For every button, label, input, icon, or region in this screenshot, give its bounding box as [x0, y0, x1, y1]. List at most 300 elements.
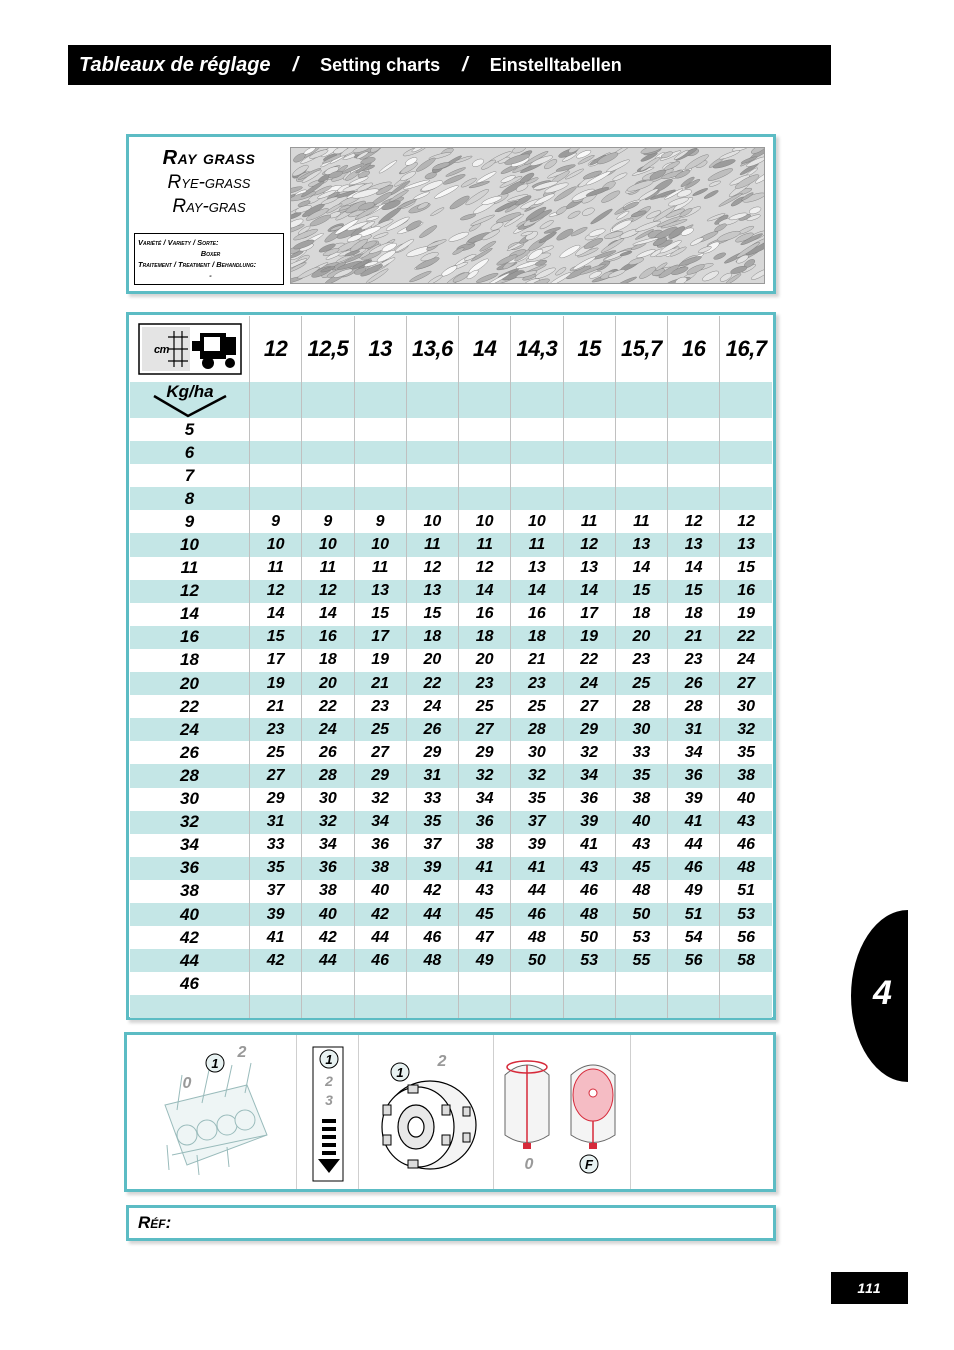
- table-cell: 48: [563, 903, 615, 926]
- table-cell: 58: [720, 949, 772, 972]
- table-cell: [563, 995, 615, 1018]
- column-header: 14,3: [511, 316, 563, 382]
- column-header: 16,7: [725, 336, 767, 361]
- table-cell: 22: [302, 695, 354, 718]
- table-cell: 12: [406, 557, 458, 580]
- kgha-label: 16: [130, 626, 250, 649]
- table-cell: [302, 995, 354, 1018]
- variety-box: [134, 233, 284, 285]
- table-cell: 46: [511, 903, 563, 926]
- table-cell: 34: [563, 764, 615, 787]
- table-cell: 47: [459, 926, 511, 949]
- column-header: 16: [668, 316, 720, 382]
- table-cell: [668, 972, 720, 995]
- table-cell: [511, 382, 563, 418]
- table-cell: 9: [354, 510, 406, 533]
- table-cell: 25: [511, 695, 563, 718]
- table-cell: [720, 487, 772, 510]
- table-cell: 43: [459, 880, 511, 903]
- table-cell: 43: [615, 834, 667, 857]
- table-cell: 25: [250, 741, 302, 764]
- gear-label-1: 1: [325, 1052, 333, 1067]
- table-cell: 17: [250, 649, 302, 672]
- table-cell: [563, 972, 615, 995]
- table-cell: 42: [250, 949, 302, 972]
- table-cell: 45: [459, 903, 511, 926]
- table-cell: 36: [563, 788, 615, 811]
- table-cell: 40: [302, 903, 354, 926]
- table-cell: 46: [354, 949, 406, 972]
- table-cell: 50: [563, 926, 615, 949]
- kgha-label: 46: [130, 972, 250, 995]
- table-cell: [459, 995, 511, 1018]
- table-cell: [563, 418, 615, 441]
- table-cell: [250, 995, 302, 1018]
- page-header: [68, 45, 831, 85]
- table-cell: [302, 487, 354, 510]
- table-cell: 10: [250, 533, 302, 556]
- table-cell: 17: [563, 603, 615, 626]
- table-cell: 11: [302, 557, 354, 580]
- table-cell: 28: [511, 718, 563, 741]
- table-cell: 44: [511, 880, 563, 903]
- table-cell: 41: [511, 857, 563, 880]
- table-cell: 39: [668, 788, 720, 811]
- table-cell: 28: [302, 764, 354, 787]
- table-cell: 24: [563, 672, 615, 695]
- setting-table: [130, 316, 772, 1018]
- table-cell: 35: [250, 857, 302, 880]
- table-cell: [250, 487, 302, 510]
- table-cell: [511, 972, 563, 995]
- kgha-label: 40: [130, 903, 250, 926]
- table-row: [130, 718, 772, 741]
- table-cell: 32: [720, 718, 772, 741]
- table-row: [130, 418, 772, 441]
- table-cell: 45: [615, 857, 667, 880]
- table-cell: [459, 464, 511, 487]
- table-cell: 13: [720, 533, 772, 556]
- table-cell: 12: [302, 580, 354, 603]
- table-cell: 10: [406, 510, 458, 533]
- table-row: [130, 995, 772, 1018]
- table-cell: 22: [563, 649, 615, 672]
- table-cell: 35: [615, 764, 667, 787]
- table-cell: [615, 995, 667, 1018]
- table-cell: 33: [615, 741, 667, 764]
- table-cell: 51: [737, 882, 756, 900]
- gear-selector-icon: [296, 1035, 358, 1189]
- table-cell: [563, 464, 615, 487]
- table-cell: [250, 464, 302, 487]
- lever-mechanism-icon: [127, 1035, 296, 1189]
- table-cell: [720, 464, 772, 487]
- table-cell: 44: [668, 834, 720, 857]
- table-cell: 18: [459, 626, 511, 649]
- table-cell: 23: [668, 649, 720, 672]
- table-cell: [720, 418, 772, 441]
- table-cell: 19: [354, 649, 406, 672]
- table-cell: 14: [250, 603, 302, 626]
- lever-label-2: 2: [237, 1044, 247, 1061]
- kgha-label: 34: [130, 834, 250, 857]
- table-cell: [250, 441, 302, 464]
- table-cell: 40: [737, 790, 756, 808]
- wheel-label-1: 1: [396, 1065, 404, 1080]
- table-cell: 16: [720, 580, 772, 603]
- kgha-label: 30: [130, 788, 250, 811]
- kgha-label: 11: [130, 557, 250, 580]
- table-cell: 49: [459, 949, 511, 972]
- table-cell: [668, 464, 720, 487]
- flap-label-open: 0: [524, 1156, 534, 1173]
- table-cell: [720, 382, 772, 418]
- table-cell: 48: [511, 926, 563, 949]
- table-cell: 37: [250, 880, 302, 903]
- table-cell: 23: [615, 649, 667, 672]
- table-cell: 30: [615, 718, 667, 741]
- table-cell: [615, 487, 667, 510]
- table-cell: 11: [459, 533, 511, 556]
- table-cell: 15: [668, 580, 720, 603]
- table-row: [130, 903, 772, 926]
- table-cell: 27: [250, 764, 302, 787]
- table-cell: 11: [511, 533, 563, 556]
- table-cell: 30: [302, 788, 354, 811]
- table-cell: 15: [406, 603, 458, 626]
- table-cell: [354, 418, 406, 441]
- table-cell: [511, 464, 563, 487]
- table-row: [130, 603, 772, 626]
- table-cell: 13: [615, 533, 667, 556]
- table-cell: 13: [668, 533, 720, 556]
- table-cell: [406, 418, 458, 441]
- table-cell: [720, 995, 772, 1018]
- table-cell: [406, 464, 458, 487]
- table-cell: 35: [737, 743, 756, 761]
- table-cell: [354, 487, 406, 510]
- table-cell: 31: [250, 811, 302, 834]
- table-cell: 31: [668, 718, 720, 741]
- table-cell: 32: [563, 741, 615, 764]
- table-cell: 29: [459, 741, 511, 764]
- table-cell: 18: [615, 603, 667, 626]
- table-cell: 13: [354, 580, 406, 603]
- cm-spacing-icon: [138, 323, 242, 375]
- table-cell: 12: [563, 533, 615, 556]
- table-row: [130, 880, 772, 903]
- table-cell: 23: [250, 718, 302, 741]
- unit-cell: [130, 382, 250, 418]
- table-cell: 20: [459, 649, 511, 672]
- table-cell: [668, 382, 720, 418]
- table-cell: 31: [406, 764, 458, 787]
- setting-chart: [126, 312, 776, 1020]
- table-cell: 50: [615, 903, 667, 926]
- flap-label-f: F: [585, 1157, 593, 1172]
- table-cell: [511, 995, 563, 1018]
- kgha-label: 18: [130, 649, 250, 672]
- table-cell: 11: [615, 510, 667, 533]
- table-cell: 34: [354, 811, 406, 834]
- down-arrow-icon: [150, 382, 230, 418]
- table-cell: 53: [720, 903, 772, 926]
- column-header: 15,7: [615, 316, 667, 382]
- table-cell: [615, 972, 667, 995]
- table-row: [130, 811, 772, 834]
- table-cell: 38: [302, 880, 354, 903]
- table-cell: 40: [354, 880, 406, 903]
- table-cell: 30: [737, 697, 756, 715]
- table-cell: 32: [511, 764, 563, 787]
- table-cell: 24: [406, 695, 458, 718]
- table-cell: 22: [406, 672, 458, 695]
- table-cell: 15: [250, 626, 302, 649]
- table-cell: 49: [668, 880, 720, 903]
- table-cell: 29: [563, 718, 615, 741]
- title-fr: Tableaux de réglage: [79, 53, 271, 76]
- table-cell: 44: [406, 903, 458, 926]
- table-cell: 16: [302, 626, 354, 649]
- table-cell: 13: [406, 580, 458, 603]
- table-cell: [563, 441, 615, 464]
- title-separator-1: /: [292, 53, 299, 76]
- table-cell: 42: [354, 903, 406, 926]
- seed-name-de: Ray-gras: [172, 196, 246, 217]
- table-cell: 15: [354, 603, 406, 626]
- table-cell: 35: [406, 811, 458, 834]
- table-cell: 42: [302, 926, 354, 949]
- seed-info-box: [126, 134, 776, 294]
- kgha-label: 22: [130, 695, 250, 718]
- table-cell: 21: [354, 672, 406, 695]
- table-cell: 39: [406, 857, 458, 880]
- table-cell: 27: [720, 672, 772, 695]
- table-row: [130, 788, 772, 811]
- table-cell: 14: [302, 603, 354, 626]
- table-cell: 16: [459, 603, 511, 626]
- gear-label-3: 3: [325, 1092, 333, 1108]
- table-cell: 14: [511, 580, 563, 603]
- table-cell: 14: [563, 580, 615, 603]
- table-cell: 14: [668, 557, 720, 580]
- table-cell: [250, 972, 302, 995]
- unit-label: Kg/ha: [165, 382, 214, 401]
- table-cell: [668, 995, 720, 1018]
- table-cell: 46: [563, 880, 615, 903]
- table-cell: 32: [302, 811, 354, 834]
- table-cell: 12: [668, 510, 720, 533]
- table-cell: 29: [354, 764, 406, 787]
- table-cell: [615, 418, 667, 441]
- table-cell: [406, 995, 458, 1018]
- kgha-label: 5: [130, 418, 250, 441]
- kgha-label: 28: [130, 764, 250, 787]
- table-row: [130, 834, 772, 857]
- table-cell: 15: [615, 580, 667, 603]
- kgha-label: 8: [130, 487, 250, 510]
- table-cell: 14: [459, 580, 511, 603]
- table-cell: 24: [302, 718, 354, 741]
- header-row: [130, 316, 772, 382]
- table-cell: 27: [459, 718, 511, 741]
- table-cell: 21: [511, 649, 563, 672]
- table-cell: 23: [459, 672, 511, 695]
- table-cell: 40: [615, 811, 667, 834]
- table-cell: 11: [563, 510, 615, 533]
- page-number: 111: [831, 1272, 908, 1304]
- table-cell: [668, 487, 720, 510]
- table-row: [130, 533, 772, 556]
- table-cell: 51: [668, 903, 720, 926]
- wheel-setting-pane: [358, 1035, 494, 1189]
- kgha-label: 32: [130, 811, 250, 834]
- table-cell: [354, 464, 406, 487]
- lever-setting-pane: [127, 1035, 297, 1189]
- table-cell: 20: [302, 672, 354, 695]
- table-cell: 48: [720, 857, 772, 880]
- distribution-wheel-icon: [358, 1035, 493, 1189]
- kgha-label: 6: [130, 441, 250, 464]
- table-row: [130, 926, 772, 949]
- chapter-tab: [851, 910, 908, 1082]
- table-cell: [459, 972, 511, 995]
- table-row: [130, 487, 772, 510]
- table-row: [130, 626, 772, 649]
- table-cell: [615, 441, 667, 464]
- table-cell: 15: [737, 559, 756, 577]
- table-cell: [563, 487, 615, 510]
- table-cell: [511, 418, 563, 441]
- table-cell: 27: [563, 695, 615, 718]
- table-cell: 39: [563, 811, 615, 834]
- table-cell: 46: [668, 857, 720, 880]
- table-cell: 10: [459, 510, 511, 533]
- gear-label-2: 2: [325, 1073, 333, 1089]
- column-header: 14: [459, 316, 511, 382]
- unit-row: [130, 382, 772, 418]
- reference-box: [126, 1205, 776, 1241]
- table-cell: 56: [737, 928, 756, 946]
- column-header: 15: [563, 316, 615, 382]
- table-cell: 34: [668, 741, 720, 764]
- table-cell: 38: [615, 788, 667, 811]
- kgha-label: 24: [130, 718, 250, 741]
- table-row: [130, 557, 772, 580]
- chapter-number: 4: [873, 974, 892, 1012]
- table-cell: [406, 441, 458, 464]
- kgha-label: 20: [130, 672, 250, 695]
- table-cell: 9: [250, 510, 302, 533]
- table-cell: 10: [511, 510, 563, 533]
- table-cell: 56: [668, 949, 720, 972]
- table-cell: [302, 464, 354, 487]
- table-cell: 10: [354, 533, 406, 556]
- table-cell: 39: [511, 834, 563, 857]
- table-cell: 16: [511, 603, 563, 626]
- table-cell: 32: [459, 764, 511, 787]
- table-cell: [250, 382, 302, 418]
- table-cell: [511, 441, 563, 464]
- table-cell: 23: [354, 695, 406, 718]
- table-cell: 29: [250, 788, 302, 811]
- table-cell: 19: [250, 672, 302, 695]
- title-separator-2: /: [462, 53, 468, 76]
- table-cell: 21: [250, 695, 302, 718]
- table-cell: [511, 487, 563, 510]
- table-cell: 26: [668, 672, 720, 695]
- table-cell: [720, 441, 772, 464]
- table-cell: 25: [615, 672, 667, 695]
- table-cell: 12: [737, 512, 756, 530]
- kgha-label: 9: [130, 510, 250, 533]
- variety-label: Variété / Variety / Sorte:: [138, 238, 219, 247]
- table-cell: [406, 382, 458, 418]
- table-cell: [354, 972, 406, 995]
- table-cell: 46: [406, 926, 458, 949]
- kgha-label: 44: [130, 949, 250, 972]
- machine-settings-box: [124, 1032, 776, 1192]
- table-cell: 34: [459, 788, 511, 811]
- table-cell: 44: [302, 949, 354, 972]
- table-cell: 18: [302, 649, 354, 672]
- table-cell: 22: [720, 626, 772, 649]
- seed-names: [133, 147, 285, 218]
- table-cell: 23: [511, 672, 563, 695]
- table-row: [130, 695, 772, 718]
- seed-name-fr: Ray grass: [162, 147, 256, 169]
- table-cell: [406, 972, 458, 995]
- table-cell: 53: [615, 926, 667, 949]
- kgha-label: 36: [130, 857, 250, 880]
- column-header: 12,5: [302, 316, 354, 382]
- table-cell: [668, 418, 720, 441]
- seed-name-en: Rye-grass: [167, 172, 251, 193]
- table-cell: 44: [354, 926, 406, 949]
- table-row: [130, 672, 772, 695]
- table-cell: 33: [250, 834, 302, 857]
- kgha-label: 7: [130, 464, 250, 487]
- kgha-label: [130, 995, 250, 1018]
- table-cell: 48: [406, 949, 458, 972]
- table-cell: 25: [354, 718, 406, 741]
- table-cell: [354, 382, 406, 418]
- table-cell: 41: [250, 926, 302, 949]
- table-cell: 17: [354, 626, 406, 649]
- kgha-label: 38: [130, 880, 250, 903]
- table-cell: 12: [250, 580, 302, 603]
- table-cell: 54: [668, 926, 720, 949]
- table-cell: 11: [354, 557, 406, 580]
- table-cell: 41: [563, 834, 615, 857]
- table-cell: [302, 441, 354, 464]
- table-row: [130, 741, 772, 764]
- table-row: [130, 972, 772, 995]
- table-row: [130, 764, 772, 787]
- table-cell: [459, 441, 511, 464]
- table-cell: [615, 464, 667, 487]
- table-cell: 28: [615, 695, 667, 718]
- title-de: Einstelltabellen: [489, 54, 622, 75]
- table-row: [130, 510, 772, 533]
- kgha-label: 26: [130, 741, 250, 764]
- table-cell: 34: [302, 834, 354, 857]
- empty-setting-pane: [630, 1035, 773, 1189]
- treatment-label: Traitement / Treatment / Behandlung:: [138, 260, 257, 269]
- lever-label-1: 1: [211, 1056, 219, 1071]
- table-cell: 11: [406, 533, 458, 556]
- table-row: [130, 649, 772, 672]
